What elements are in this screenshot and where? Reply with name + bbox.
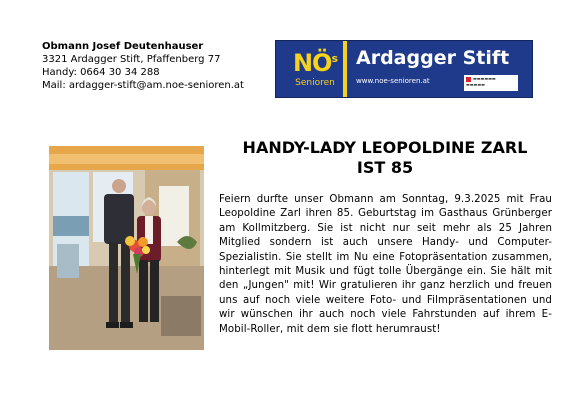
- logo-subtitle: Senioren: [295, 78, 335, 88]
- contact-block: [42, 40, 244, 92]
- organization-banner: [275, 40, 533, 98]
- photo-illustration: [49, 146, 204, 350]
- event-photo: [49, 146, 204, 350]
- certification-seal: ▬▬▬▬▬▬ ▬▬▬▬▬: [464, 75, 518, 91]
- article-body: Feiern durfte unser Obmann am Sonntag, 9.3.2025 mit Frau Leopoldine Zarl ihren 85. Geburtstag im Gasthaus Grünberger am Kollmitzberg. Sie ist nicht nur seit mehr als 25 Jahren Mitglied sondern ist auch unsere Handy- und Computer-Spezialistin. Sie stellt im Nu eine Fotopräsentation zusammen, hinterlegt mit Musik und fügt tolle Übergänge ein. Sie hält mit den „Jungen" mit! Wir gratulieren ihr ganz herzlich und freuen uns auf noch viele weitere Foto- und Filmpräsentationen und wir wünschen ihr auch noch viele Fahrstunden auf ihrem E-Mobil-Roller, mit dem sie flott herumraust!: [219, 194, 552, 335]
- banner-title: Ardagger Stift: [356, 47, 510, 69]
- banner-stripe: [343, 41, 347, 97]
- article-headline: HANDY-LADY LEOPOLDINE ZARL IST 85: [242, 138, 528, 177]
- contact-name: Obmann Josef Deutenhauser: [42, 41, 204, 52]
- contact-mail: Mail: ardagger-stift@am.noe-senioren.at: [42, 80, 244, 91]
- noe-senioren-logo: $NÖ^s$ Senioren: [292, 49, 338, 88]
- contact-phone: Handy: 0664 30 34 288: [42, 67, 160, 78]
- banner-url: www.noe-senioren.at: [356, 77, 430, 85]
- contact-address: 3321 Ardagger Stift, Pfaffenberg 77: [42, 54, 221, 65]
